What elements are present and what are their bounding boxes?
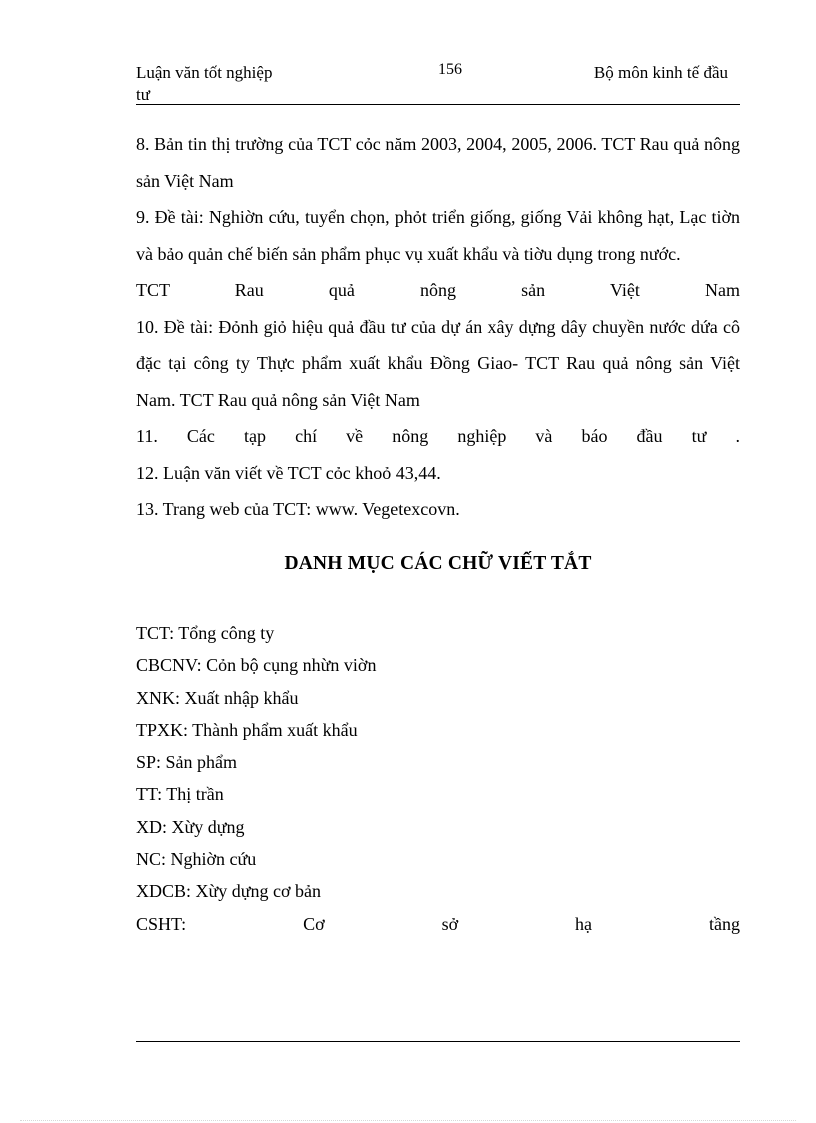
reference-item-11: 11. Các tạp chí về nông nghiệp và báo đầu tư . xyxy=(136,426,740,446)
reference-item-9-source: TCT Rau quả nông sản Việt Nam xyxy=(136,280,740,300)
abbreviation-item: XD: Xừy dựng xyxy=(136,816,245,837)
abbreviation-item: SP: Sản phẩm xyxy=(136,752,238,773)
abbreviation-item: NC: Nghiờn cứu xyxy=(136,849,257,870)
abbreviations-heading: DANH MỤC CÁC CHỮ VIẾT TẮT xyxy=(284,553,592,574)
abbreviation-item: CBCNV: Cỏn bộ cụng nhừn viờn xyxy=(136,655,377,676)
abbreviation-key: CSHT: xyxy=(136,913,187,934)
abbreviation-list xyxy=(136,617,740,940)
abbreviation-item: TT: Thị trần xyxy=(136,784,224,805)
page-bottom-dotted-line xyxy=(20,1120,796,1121)
header-divider xyxy=(136,104,740,105)
header-right-title: Bộ môn kinh tế đầu xyxy=(593,63,728,82)
reference-item-13: 13. Trang web của TCT: www. Vegetexcovn. xyxy=(136,499,460,519)
abbreviation-item: XNK: Xuất nhập khẩu xyxy=(136,687,299,708)
header-left-continuation: tư xyxy=(136,85,150,104)
page-number: 156 xyxy=(438,61,462,78)
reference-item-9: 9. Đề tài: Nghiờn cứu, tuyển chọn, phỏt triển giống, giống Vải không hạt, Lạc tiờn và bảo quản chế biến sản phẩm phục vụ xuất khẩu và tiờu dụng trong nước. xyxy=(136,207,740,264)
reference-item-8: 8. Bản tin thị trường của TCT cỏc năm 2003, 2004, 2005, 2006. TCT Rau quả nông sản Việt Nam xyxy=(136,134,740,191)
abbreviation-item: XDCB: Xừy dựng cơ bản xyxy=(136,881,322,902)
abbreviation-word: Cơ xyxy=(303,913,325,934)
abbreviation-item: TPXK: Thành phẩm xuất khẩu xyxy=(136,719,358,740)
abbreviation-word: sở xyxy=(441,913,459,934)
footer-divider xyxy=(136,1041,740,1042)
reference-item-10: 10. Đề tài: Đỏnh giỏ hiệu quả đầu tư của dự án xây dựng dây chuyền nước dứa cô đặc tại công ty Thực phẩm xuất khẩu Đồng Giao- TCT Rau quả nông sản Việt Nam. TCT Rau quả nông sản Việt Nam xyxy=(136,316,740,410)
reference-list xyxy=(136,126,740,528)
reference-item-12: 12. Luận văn viết về TCT cỏc khoỏ 43,44. xyxy=(136,462,441,483)
header-left-text: Luận văn tốt nghiệp xyxy=(136,63,273,82)
abbreviation-item-cshts xyxy=(136,908,740,940)
header-left-title xyxy=(136,62,336,106)
abbreviation-item: TCT: Tổng công ty xyxy=(136,623,275,643)
abbreviation-word: hạ xyxy=(575,913,593,934)
abbreviation-word: tầng xyxy=(709,913,740,934)
